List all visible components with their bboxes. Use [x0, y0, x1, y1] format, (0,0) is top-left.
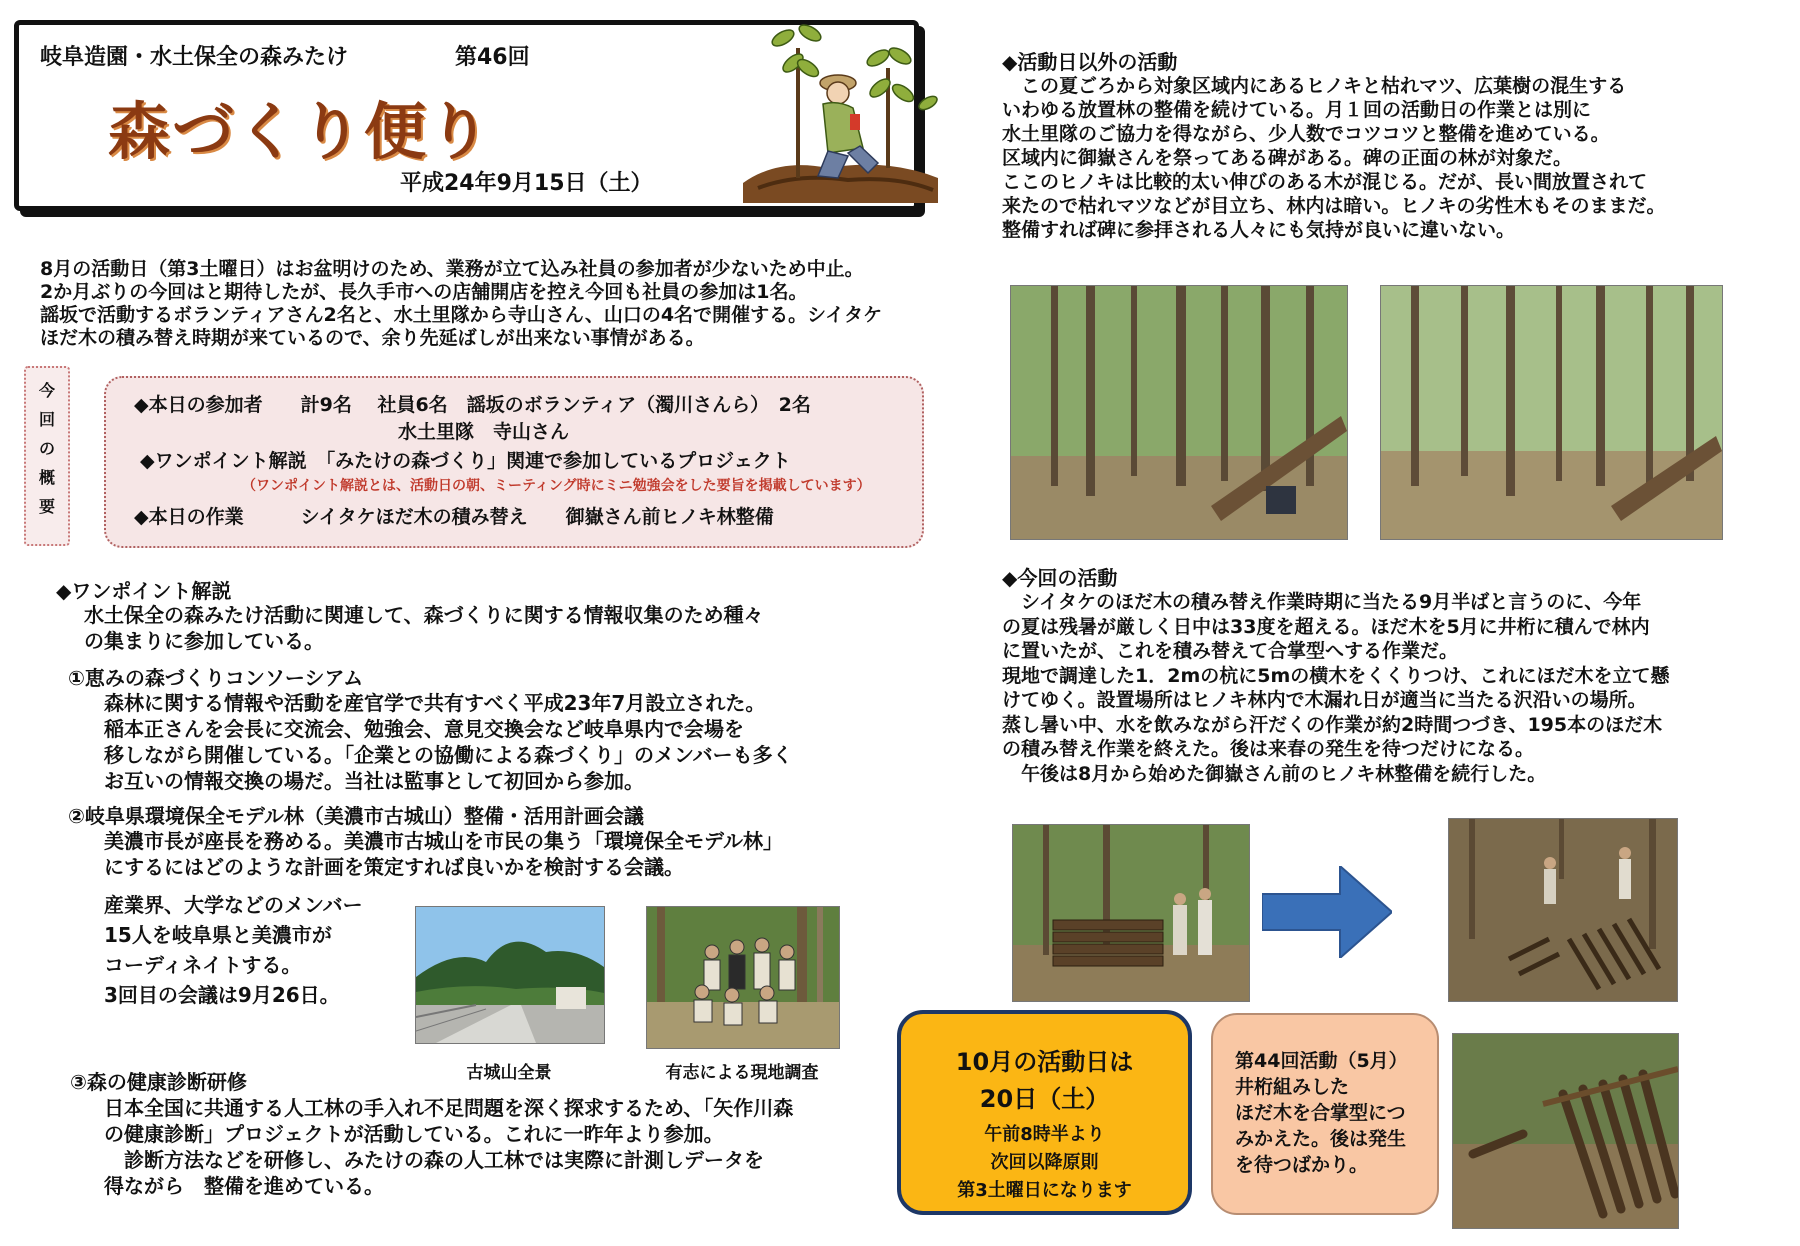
- text-line: の集まりに参加している。: [84, 629, 324, 653]
- issue-number: 第46回: [455, 45, 530, 70]
- text-line: 日本全国に共通する人工林の手入れ不足問題を深く探求するため、「矢作川森: [104, 1096, 794, 1120]
- item1-title: ①恵みの森づくりコンソーシアム: [68, 666, 364, 690]
- summary-label-char: の: [38, 439, 55, 458]
- text-line: 整備すれば碑に参拝される人々にも気持が良いに違いない。: [1002, 219, 1516, 241]
- next-activity-box: [897, 1010, 1192, 1215]
- text-line: 産業界、大学などのメンバー: [104, 893, 363, 917]
- text-line: を待つばかり。: [1235, 1154, 1369, 1176]
- text-line: 第44回活動（5月）: [1235, 1050, 1408, 1072]
- item1-body: [104, 690, 904, 794]
- intro-line: 2か月ぶりの今回はと期待したが、長久手市への店舗開店を控え今回も社員の参加は1名。: [40, 281, 808, 303]
- stacked-logs-photo: [1012, 824, 1250, 1002]
- text-line: の積み替え作業を終えた。後は来春の発生を待つだけになる。: [1002, 738, 1535, 760]
- next-activity-date: 20日（土）: [979, 1085, 1110, 1113]
- text-line: お互いの情報交換の場だ。当社は監事として初回から参加。: [104, 769, 644, 793]
- participants-extra: 水土里隊 寺山さん: [398, 421, 570, 443]
- item2-side-text: [104, 890, 363, 1010]
- intro-paragraph: [40, 258, 920, 350]
- summary-box: [104, 376, 924, 548]
- participants: ◆本日の参加者 計9名 社員6名 謡坂のボランティア（濁川さんら） 2名: [134, 394, 811, 416]
- text-line: コーディネイトする。: [104, 953, 302, 977]
- item3-title: ③森の健康診断研修: [70, 1070, 247, 1094]
- summary-label-char: 回: [38, 410, 55, 429]
- forest-after-photo: [1380, 285, 1723, 540]
- text-line: ほだ木を合掌型につ: [1235, 1102, 1406, 1124]
- next-activity-title: 10月の活動日は: [955, 1048, 1134, 1076]
- next-activity-rule: 第3土曜日になります: [957, 1180, 1132, 1201]
- this-activity-body: [1002, 590, 1792, 786]
- text-line: 水土里隊のご協力を得ながら、少人数でコツコツと整備を進めている。: [1002, 123, 1610, 145]
- text-line: 区域内に御嶽さんを祭ってある碑がある。碑の正面の林が対象だ。: [1002, 147, 1573, 169]
- page-title: 森づくり便り: [108, 95, 493, 168]
- lean-to-logs-photo: [1448, 818, 1678, 1002]
- text-line: 診断方法などを研修し、みたけの森の人工林では実際に計測しデータを: [104, 1148, 764, 1172]
- planting-worker-illustration: [738, 8, 943, 208]
- text-line: 午後は8月から始めた御嶽さん前のヒノキ林整備を続行した。: [1002, 762, 1547, 785]
- onepoint-heading: ◆ワンポイント解説: [56, 579, 232, 603]
- issue-date: 平成24年9月15日（土）: [400, 171, 653, 196]
- text-line: 15人を岐阜県と美濃市が: [104, 923, 332, 947]
- text-line: 来たので枯れマツなどが目立ち、林内は暗い。ヒノキの劣性木もそのままだ。: [1002, 195, 1666, 217]
- text-line: 美濃市長が座長を務める。美濃市古城山を市民の集う「環境保全モデル林」: [104, 829, 783, 853]
- item2-title: ②岐阜県環境保全モデル林（美濃市古城山）整備・活用計画会議: [68, 804, 644, 828]
- onepoint-intro: [84, 602, 884, 654]
- next-activity-time: 午前8時半より: [984, 1124, 1105, 1145]
- text-line: 移しながら開催している。「企業との協働による森づくり」のメンバーも多く: [104, 743, 793, 767]
- series-name: 岐阜造園・水土保全の森みたけ: [40, 45, 349, 70]
- text-line: に置いたが、これを積み替えて合掌型へする作業だ。: [1002, 640, 1459, 662]
- castle-mountain-photo: [415, 906, 605, 1044]
- summary-label-char: 概: [38, 468, 55, 487]
- other-activity-body: [1002, 74, 1792, 242]
- text-line: ここのヒノキは比較的太い伸びのある木が混じる。だが、長い間放置されて: [1002, 171, 1648, 193]
- today-work: ◆本日の作業 シイタケほだ木の積み替え 御嶽さん前ヒノキ林整備: [134, 506, 774, 528]
- text-line: 水土保全の森みたけ活動に関連して、森づくりに関する情報収集のため種々: [84, 603, 764, 627]
- text-line: の健康診断」プロジェクトが活動している。これに一昨年より参加。: [104, 1122, 724, 1146]
- photo-note-box: [1211, 1013, 1439, 1215]
- text-line: いわゆる放置林の整備を続けている。月１回の活動日の作業とは別に: [1002, 99, 1592, 121]
- text-line: 蒸し暑い中、水を飲みながら汗だくの作業が約2時間つづき、195本のほだ木: [1002, 713, 1663, 736]
- text-line: シイタケのほだ木の積み替え作業時期に当たる9月半ばと言うのに、今年: [1002, 591, 1642, 613]
- text-line: みかえた。後は発生: [1235, 1128, 1407, 1150]
- item2-body: [104, 828, 904, 880]
- this-activity-heading: ◆今回の活動: [1002, 566, 1118, 590]
- forest-before-photo: [1010, 285, 1348, 540]
- closeup-logs-photo: [1452, 1033, 1679, 1229]
- summary-label-char: 要: [38, 497, 55, 516]
- other-activity-heading: ◆活動日以外の活動: [1002, 50, 1178, 74]
- intro-line: ほだ木の積み替え時期が来ているので、余り先延ばしが出来ない事情がある。: [40, 327, 705, 349]
- text-line: にするにはどのような計画を策定すれば良いかを検討する会議。: [104, 855, 684, 879]
- arrow-right-icon: [1262, 866, 1392, 958]
- onepoint-note: （ワンポイント解説とは、活動日の朝、ミーティング時にミニ勉強会をした要旨を掲載しています）: [242, 478, 871, 494]
- photo-caption: 有志による現地調査: [665, 1063, 819, 1083]
- text-line: けてゆく。設置場所はヒノキ林内で木漏れ日が適当に当たる沢沿いの場所。: [1002, 689, 1647, 711]
- text-line: 3回目の会議は9月26日。: [104, 983, 340, 1007]
- summary-label-char: 今: [38, 381, 55, 400]
- intro-line: 8月の活動日（第3土曜日）はお盆明けのため、業務が立て込み社員の参加者が少ないため中止。: [40, 258, 864, 280]
- photo-caption: 古城山全景: [466, 1063, 552, 1083]
- survey-group-photo: [646, 906, 840, 1049]
- text-line: この夏ごろから対象区域内にあるヒノキと枯れマツ、広葉樹の混生する: [1002, 75, 1627, 97]
- item3-body: [104, 1095, 904, 1199]
- text-line: 井桁組みした: [1235, 1076, 1350, 1098]
- text-line: 森林に関する情報や活動を産官学で共有すべく平成23年7月設立された。: [104, 691, 766, 715]
- text-line: 現地で調達した1．2mの杭に5mの横木をくくりつけ、これにほだ木を立て懸: [1002, 664, 1670, 687]
- text-line: の夏は残暑が厳しく日中は33度を超える。ほだ木を5月に井桁に積んで林内: [1002, 615, 1650, 638]
- onepoint-summary: ◆ワンポイント解説 「みたけの森づくり」関連で参加しているプロジェクト: [140, 450, 791, 472]
- text-line: 稲本正さんを会長に交流会、勉強会、意見交換会など岐阜県内で会場を: [104, 717, 744, 741]
- next-activity-rule: 次回以降原則: [990, 1152, 1099, 1173]
- summary-label: [24, 366, 70, 546]
- intro-line: 謡坂で活動するボランティアさん2名と、水土里隊から寺山さん、山口の4名で開催する。シイタケ: [40, 304, 883, 326]
- text-line: 得ながら 整備を進めている。: [104, 1174, 384, 1198]
